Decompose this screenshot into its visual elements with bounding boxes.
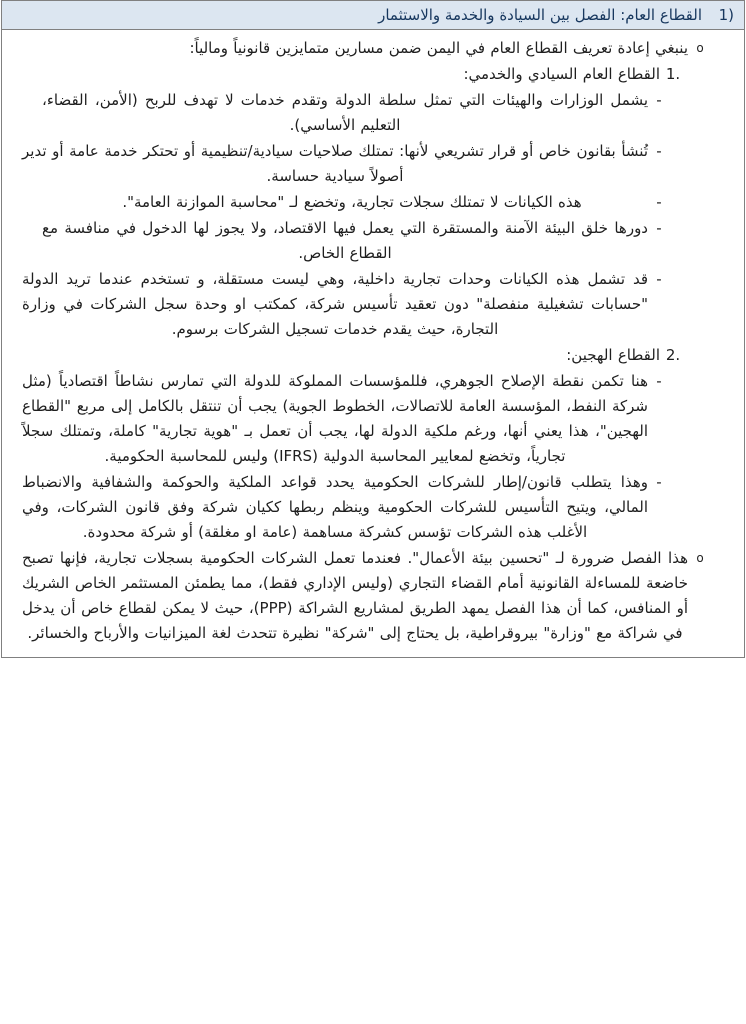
intro-text: ينبغي إعادة تعريف القطاع العام في اليمن ضمن مسارين متمايزين قانونياً ومالياً: — [189, 39, 688, 57]
decimal-marker-2: 2. — [665, 346, 681, 364]
list-item-section2-heading — [16, 343, 730, 368]
dash-bullet-icon: - — [656, 91, 662, 109]
section1-heading-text: القطاع العام السيادي والخدمي: — [463, 65, 660, 83]
dash-bullet-icon: - — [656, 372, 662, 390]
circle-bullet-icon: o — [696, 41, 704, 55]
dash-bullet-icon: - — [656, 193, 662, 211]
dash-bullet-icon: - — [656, 473, 662, 491]
s2-point-0-text: هنا تكمن نقطة الإصلاح الجوهري، فللمؤسسات المملوكة للدولة التي تمارس نشاطاً اقتصادياً (مثل شركة النفط، المؤسسة العامة للاتصالات، الخطوط الجوية) يجب أن تنتقل بالكامل إلى مربع "القطاع الهجين"، هذا يعني أنها، ورغم ملكية الدولة لها، يجب أن تعمل بـ "هوية تجارية" كاملة، وتمتلك سجلاً تجارياً، وتخضع لمعايير المحاسبة الدولية (IFRS) وليس للمحاسبة الحكومية. — [22, 372, 648, 465]
s1-point-2-text: هذه الكيانات لا تمتلك سجلات تجارية، وتخضع لـ "محاسبة الموازنة العامة". — [122, 193, 582, 211]
document-table-box — [1, 0, 745, 658]
s1-point-4-text: قد تشمل هذه الكيانات وحدات تجارية داخلية، وهي ليست مستقلة، و تستخدم عندما تريد الدولة "حسابات تشغيلية منفصلة" دون تعقيد تأسيس شركة، كمكتب او وحدة سجل الشركات في وزارة التجارة، حيث يقدم خدمات تسجيل الشركات برسوم. — [22, 270, 648, 338]
circle-bullet-icon: o — [696, 551, 704, 565]
dash-bullet-icon: - — [656, 270, 662, 288]
list-item-conclusion — [16, 546, 730, 646]
section-number: 1) — [718, 5, 734, 24]
decimal-marker-1: 1. — [665, 65, 681, 83]
list-item-s2-p0 — [16, 369, 730, 469]
list-item-s2-p1 — [16, 470, 730, 545]
dash-bullet-icon: - — [656, 142, 662, 160]
list-item-section1-heading — [16, 62, 730, 87]
s2-point-1-text: وهذا يتطلب قانون/إطار للشركات الحكومية يحدد قواعد الملكية والحوكمة والشفافية والانضباط المالي، ويتيح التأسيس للشركات الحكومية وينظم ربطها ككيان شركة وفق قانون الشركات، وفي الأغلب هذه الشركات تؤسس كشركة مساهمة (عامة او مغلقة) أو شركة محدودة. — [22, 473, 648, 541]
s1-point-0-text: يشمل الوزارات والهيئات التي تمثل سلطة الدولة وتقدم خدمات لا تهدف للربح (الأمن، القضاء، التعليم الأساسي). — [42, 91, 648, 134]
s1-point-1-text: تُنشأ بقانون خاص أو قرار تشريعي لأنها: تمتلك صلاحيات سيادية/تنظيمية أو تحتكر خدمة عامة أو تدير أصولاً سيادية حساسة. — [22, 142, 648, 185]
list-item-intro — [16, 36, 730, 61]
s1-point-3-text: دورها خلق البيئة الآمنة والمستقرة التي يعمل فيها الاقتصاد، ولا يجوز لها الدخول في منافسة مع القطاع الخاص. — [42, 219, 648, 262]
list-item-s1-p0 — [16, 88, 730, 138]
conclusion-text: هذا الفصل ضرورة لـ "تحسين بيئة الأعمال". فعندما تعمل الشركات الحكومية بسجلات تجارية، فإنها تصبح خاضعة للمساءلة القانونية أمام القضاء التجاري (وليس الإداري فقط)، مما يطمئن المستثمر الخاص الشريك أو المنافس، كما أن هذا الفصل يمهد الطريق لمشاريع الشراكة (PPP)، حيث لا يمكن لقطاع خاص أن يدخل في شراكة مع "وزارة" بيروقراطية، بل يحتاج إلى "شركة" نظيرة تتحدث لغة الميزانيات والأرباح والخسائر. — [22, 549, 689, 642]
section-title: القطاع العام: الفصل بين السيادة والخدمة والاستثمار — [378, 5, 702, 24]
list-item-s1-p1 — [16, 139, 730, 189]
section2-heading-text: القطاع الهجين: — [566, 346, 660, 364]
list-item-s1-p4 — [16, 267, 730, 342]
document-body — [2, 30, 744, 657]
dash-bullet-icon: - — [656, 219, 662, 237]
list-item-s1-p3 — [16, 216, 730, 266]
list-item-s1-p2 — [16, 190, 730, 215]
section-header-row — [2, 0, 744, 30]
